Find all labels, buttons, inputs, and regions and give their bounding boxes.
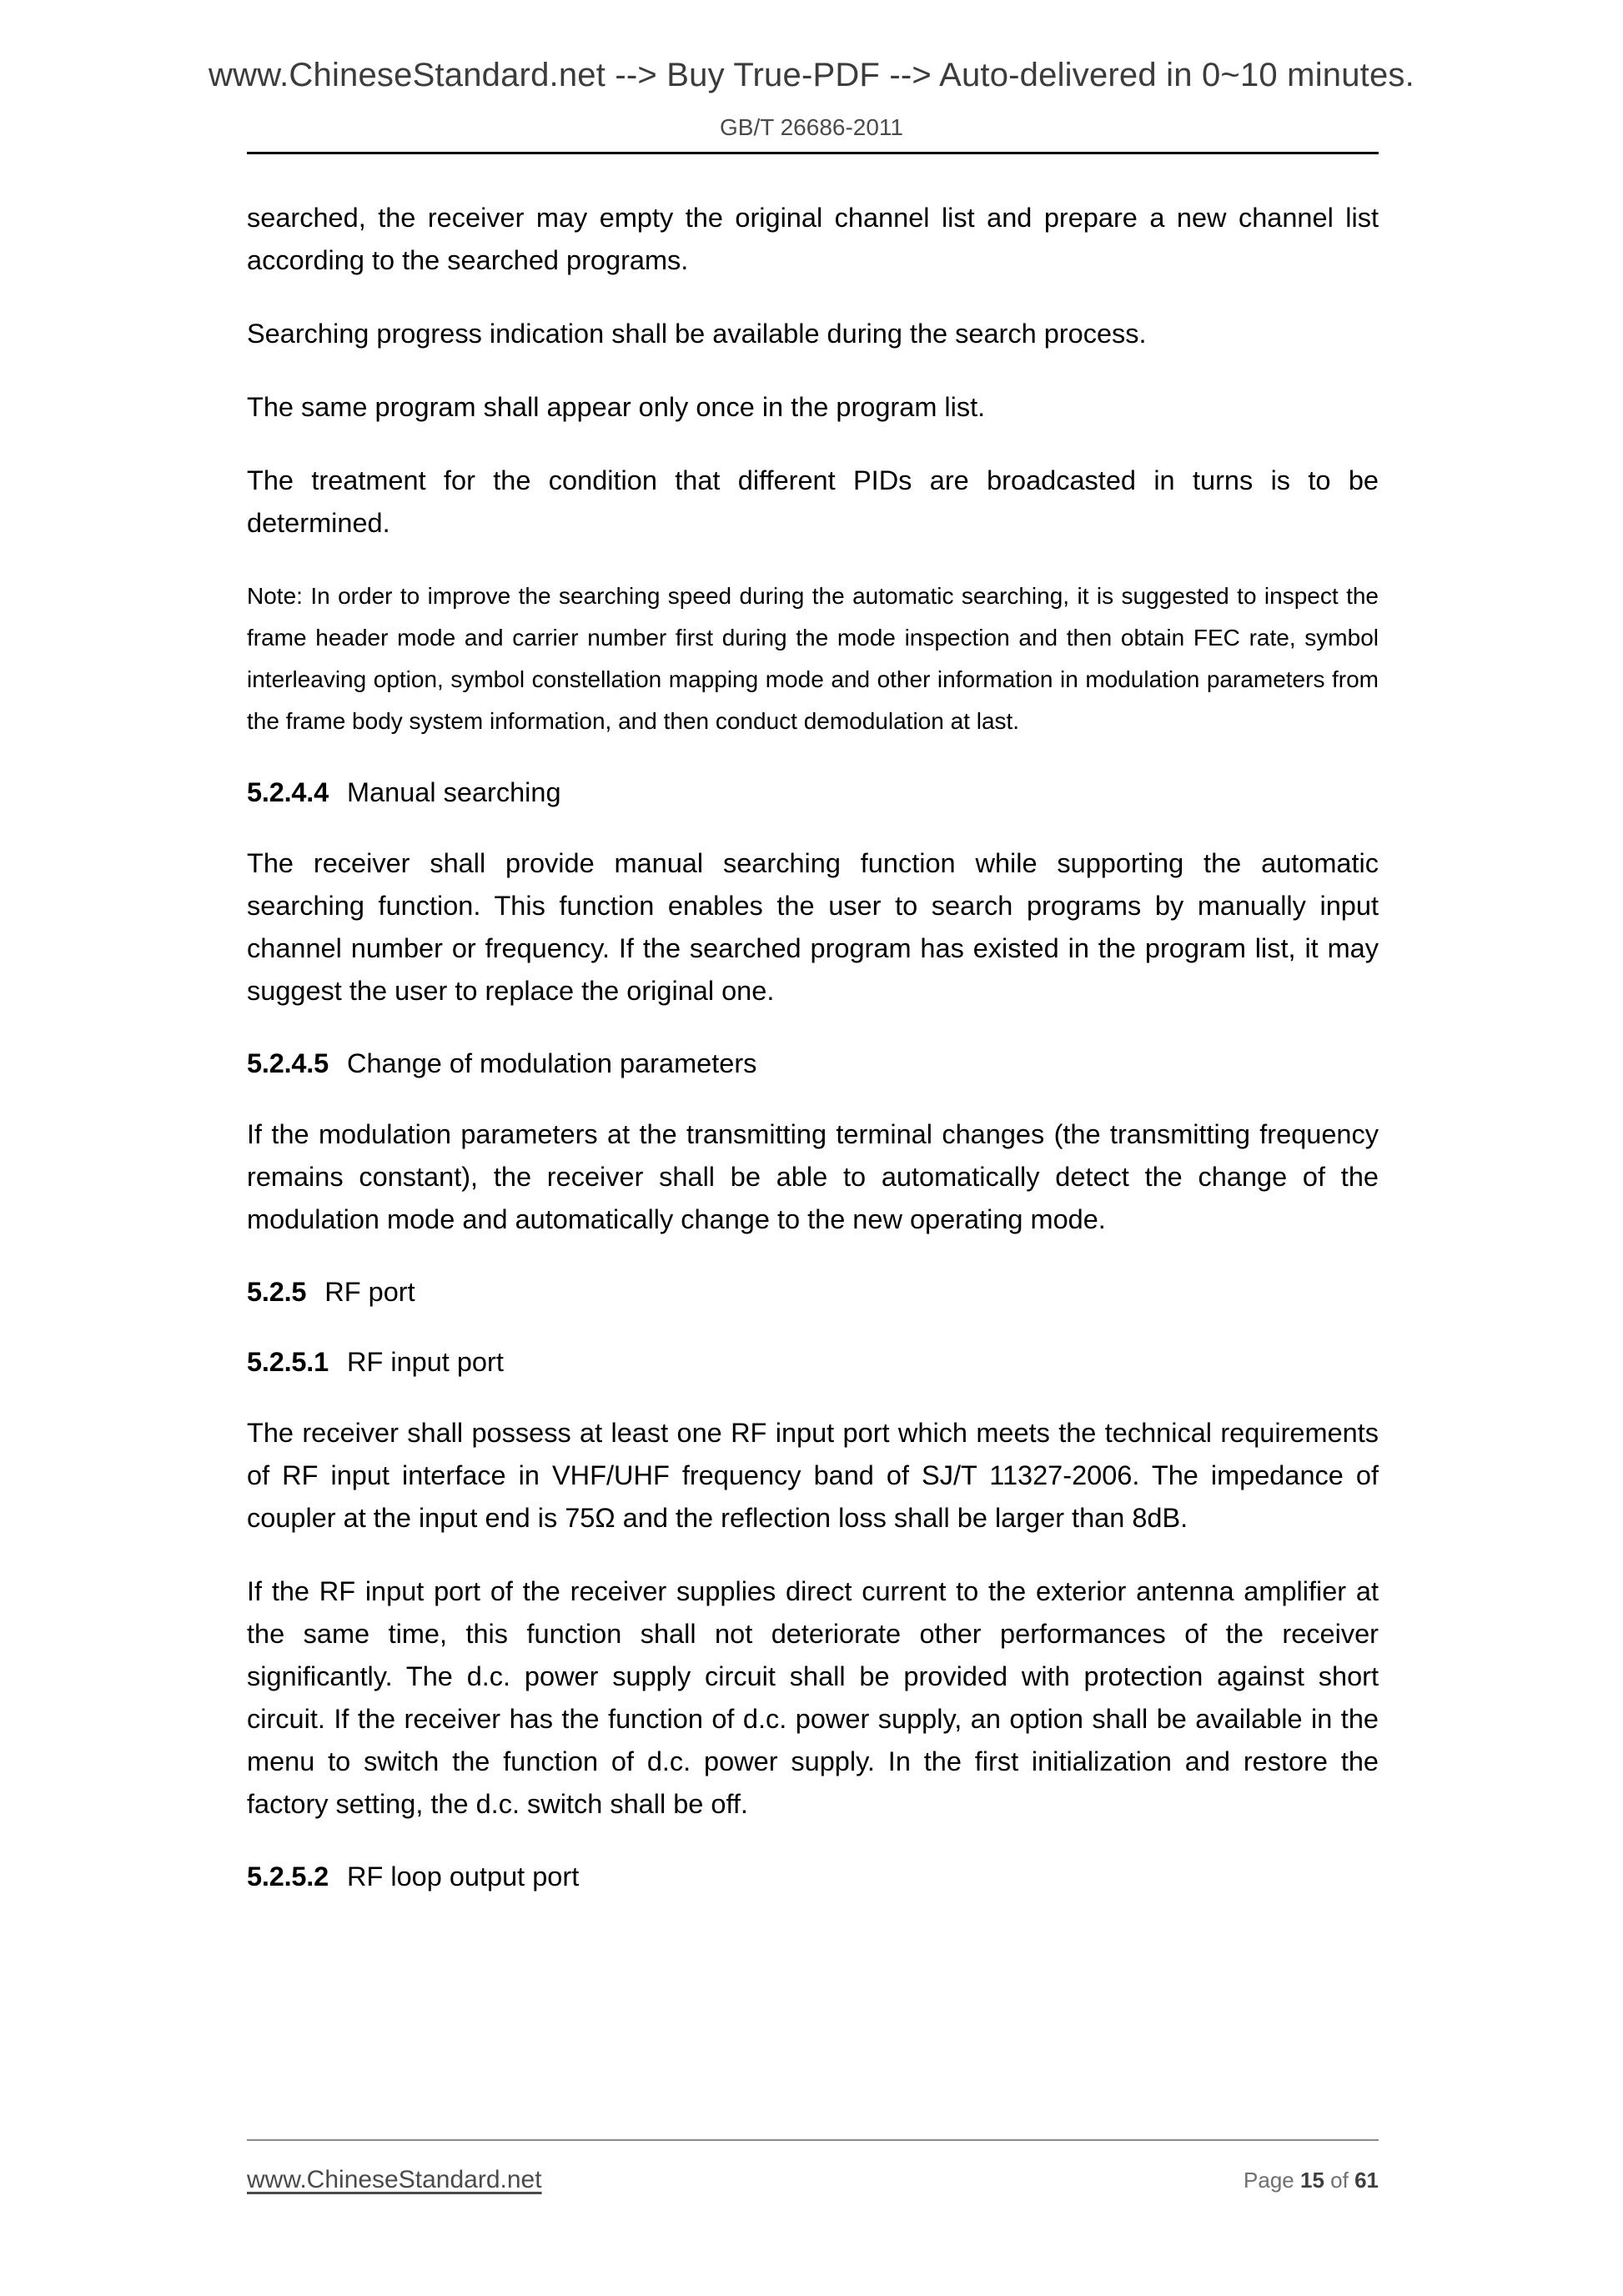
- section-heading: [247, 1043, 1379, 1083]
- section-title: Manual searching: [347, 777, 561, 807]
- section-number: 5.2.5: [247, 1277, 307, 1307]
- standard-number: GB/T 26686-2011: [719, 114, 903, 140]
- section-number: 5.2.5.1: [247, 1347, 329, 1377]
- footer-divider: [247, 2139, 1379, 2141]
- page-footer: [247, 2166, 1379, 2194]
- section-title: RF port: [324, 1277, 415, 1307]
- body-paragraph: The same program shall appear only once in the program list.: [247, 392, 986, 422]
- section-heading: [247, 1272, 1379, 1312]
- footer-website-link[interactable]: www.ChineseStandard.net: [247, 2166, 542, 2193]
- note-paragraph: Note: In order to improve the searching speed during the automatic searching, it is suggested to inspect the frame header mode and carrier number first during the mode inspection and then obtain FEC rate, symbol interleaving option, symbol constellation mapping mode and other information in modulation parameters from the frame body system information, and then conduct demodulation at last.: [247, 583, 1379, 734]
- promo-watermark: www.ChineseStandard.net --> Buy True-PDF --> Auto-delivered in 0~10 minutes.: [209, 57, 1414, 93]
- body-paragraph: If the modulation parameters at the transmitting terminal changes (the transmitting frequency remains constant), the receiver shall be able to automatically detect the change of the modulation mode and automatically change to the new operating mode.: [247, 1119, 1379, 1234]
- section-heading: [247, 1342, 1379, 1382]
- body-paragraph: The receiver shall possess at least one RF input port which meets the technical requirements of RF input interface in VHF/UHF frequency band of SJ/T 11327-2006. The impedance of coupler at the input end is 75Ω and the reflection loss shall be larger than 8dB.: [247, 1418, 1379, 1533]
- document-content: [247, 197, 1379, 1927]
- page-number-indicator: [1244, 2168, 1379, 2193]
- page-of-label: of: [1330, 2168, 1349, 2193]
- section-number: 5.2.4.4: [247, 777, 329, 807]
- page-total: 61: [1354, 2168, 1379, 2193]
- body-paragraph: The receiver shall provide manual searching function while supporting the automatic searching function. This function enables the user to search programs by manually input channel number or frequency. If the searched program has existed in the program list, it may suggest the user to replace the original one.: [247, 848, 1379, 1006]
- section-number: 5.2.5.2: [247, 1861, 329, 1892]
- body-paragraph: If the RF input port of the receiver supplies direct current to the exterior antenna amplifier at the same time, this function shall not deteriorate other performances of the receiver significantly. The d.c. power supply circuit shall be provided with protection against short circuit. If the receiver has the function of d.c. power supply, an option shall be available in the menu to switch the function of d.c. power supply. In the first initialization and restore the factory setting, the d.c. switch shall be off.: [247, 1576, 1379, 1819]
- section-heading: [247, 1856, 1379, 1897]
- section-number: 5.2.4.5: [247, 1048, 329, 1078]
- section-heading: [247, 772, 1379, 812]
- body-paragraph: The treatment for the condition that different PIDs are broadcasted in turns is to be determined.: [247, 465, 1379, 538]
- page-current: 15: [1300, 2168, 1324, 2193]
- section-title: RF input port: [347, 1347, 504, 1377]
- section-title: RF loop output port: [347, 1861, 580, 1892]
- body-paragraph: searched, the receiver may empty the original channel list and prepare a new channel list according to the searched programs.: [247, 203, 1379, 275]
- section-title: Change of modulation parameters: [347, 1048, 757, 1078]
- body-paragraph: Searching progress indication shall be available during the search process.: [247, 319, 1147, 349]
- page-label: Page: [1244, 2168, 1294, 2193]
- header-divider: [247, 152, 1379, 154]
